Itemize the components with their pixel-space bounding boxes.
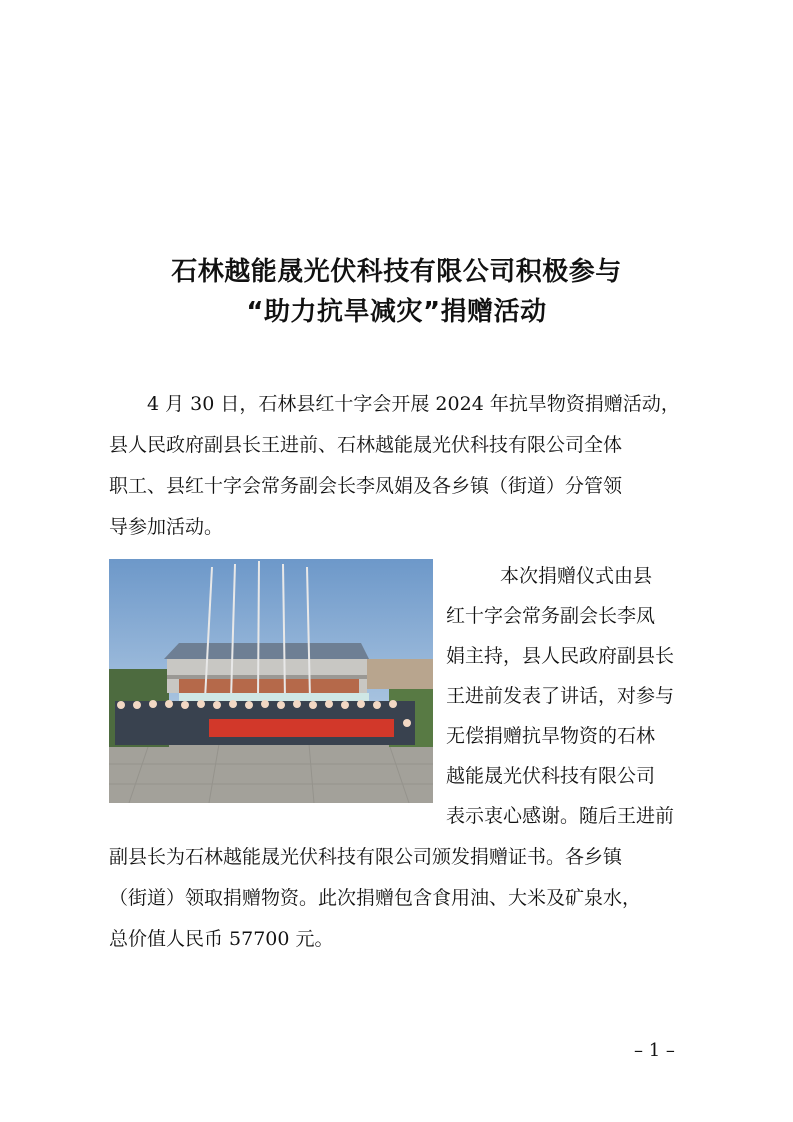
paragraph1-line3: 职工、县红十字会常务副会长李凤娟及各乡镇（街道）分管领 — [109, 475, 623, 497]
paragraph2-line5: 无偿捐赠抗旱物资的石林 — [446, 725, 656, 747]
document-title-line2: “助力抗旱减灾”捐赠活动 — [246, 297, 547, 327]
paragraph2-line6: 越能晟光伏科技有限公司 — [446, 765, 656, 787]
paragraph2-line9: （街道）领取捐赠物资。此次捐赠包含食用油、大米及矿泉水， — [109, 887, 642, 909]
paragraph1-line1: 4 月 30 日，石林县红十字会开展 2024 年抗旱物资捐赠活动， — [147, 393, 680, 415]
paragraph1-line4: 导参加活动。 — [109, 516, 224, 538]
paragraph2-line2: 红十字会常务副会长李凤 — [446, 605, 656, 627]
paragraph1-line2: 县人民政府副县长王进前、石林越能晟光伏科技有限公司全体 — [109, 434, 623, 456]
paragraph2-line8: 副县长为石林越能晟光伏科技有限公司颁发捐赠证书。各乡镇 — [109, 846, 623, 868]
paragraph2-line3: 娟主持，县人民政府副县长 — [446, 645, 675, 667]
document-title-line1: 石林越能晟光伏科技有限公司积极参与 — [171, 257, 622, 287]
paragraph2-line4: 王进前发表了讲话，对参与 — [446, 685, 675, 707]
page-number: – 1 – — [634, 1040, 675, 1061]
paragraph2-line7: 表示衷心感谢。随后王进前 — [446, 805, 675, 827]
paragraph2-line10: 总价值人民币 57700 元。 — [109, 928, 334, 950]
donation-event-photo — [109, 559, 433, 803]
paragraph2-line1: 本次捐赠仪式由县 — [500, 565, 653, 587]
